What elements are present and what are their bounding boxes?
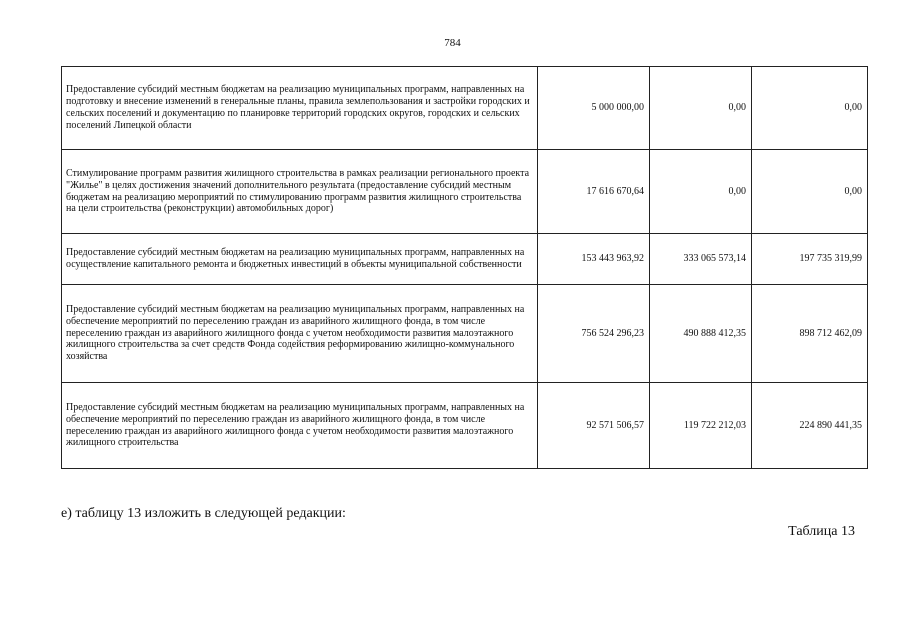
row-value-1: 5 000 000,00	[538, 67, 650, 150]
row-value-2: 490 888 412,35	[650, 285, 752, 383]
table-row	[62, 285, 868, 383]
row-description: Предоставление субсидий местным бюджетам на реализацию муниципальных программ, направленных на осуществление капитального ремонта и бюджетных инвестиций в объекты муниципальной собственности	[62, 234, 538, 285]
page-number: 784	[444, 37, 461, 49]
row-description: Стимулирование программ развития жилищного строительства в рамках реализации регионального проекта "Жилье" в целях достижения значений дополнительного результата (предоставление субсидий местным бюджетам на реализацию мероприятий по стимулированию программ развития жилищного строительства на цели строительства (реконструкции) автомобильных дорог)	[62, 150, 538, 234]
row-value-2: 119 722 212,03	[650, 383, 752, 469]
row-value-2: 0,00	[650, 150, 752, 234]
table-row	[62, 150, 868, 234]
row-value-1: 756 524 296,23	[538, 285, 650, 383]
row-description: Предоставление субсидий местным бюджетам на реализацию муниципальных программ, направленных на обеспечение мероприятий по переселению граждан из аварийного жилищного фонда, в том числе переселению граждан из аварийного жилищного фонда с учетом необходимости развития малоэтажного жилищного строительства	[62, 383, 538, 469]
table-row	[62, 234, 868, 285]
row-value-1: 153 443 963,92	[538, 234, 650, 285]
table-row	[62, 67, 868, 150]
instruction-text: е) таблицу 13 изложить в следующей редакции:	[61, 506, 346, 521]
row-value-3: 898 712 462,09	[752, 285, 868, 383]
row-description: Предоставление субсидий местным бюджетам на реализацию муниципальных программ, направленных на подготовку и внесение изменений в генеральные планы, правила землепользования и застройки городских и сельских поселений и документацию по планировке территорий городских округов, городских и сельских поселений Липецкой области	[62, 67, 538, 150]
row-value-3: 197 735 319,99	[752, 234, 868, 285]
row-value-1: 17 616 670,64	[538, 150, 650, 234]
row-value-2: 333 065 573,14	[650, 234, 752, 285]
row-value-3: 224 890 441,35	[752, 383, 868, 469]
row-value-3: 0,00	[752, 67, 868, 150]
row-value-3: 0,00	[752, 150, 868, 234]
table-row	[62, 383, 868, 469]
row-value-2: 0,00	[650, 67, 752, 150]
table-caption: Таблица 13	[788, 524, 855, 539]
budget-table	[61, 66, 868, 469]
row-description: Предоставление субсидий местным бюджетам на реализацию муниципальных программ, направленных на обеспечение мероприятий по переселению граждан из аварийного жилищного фонда, в том числе переселению граждан из аварийного жилищного фонда с учетом необходимости развития малоэтажного жилищного строительства за счет средств Фонда содействия реформированию жилищно-коммунального хозяйства	[62, 285, 538, 383]
row-value-1: 92 571 506,57	[538, 383, 650, 469]
